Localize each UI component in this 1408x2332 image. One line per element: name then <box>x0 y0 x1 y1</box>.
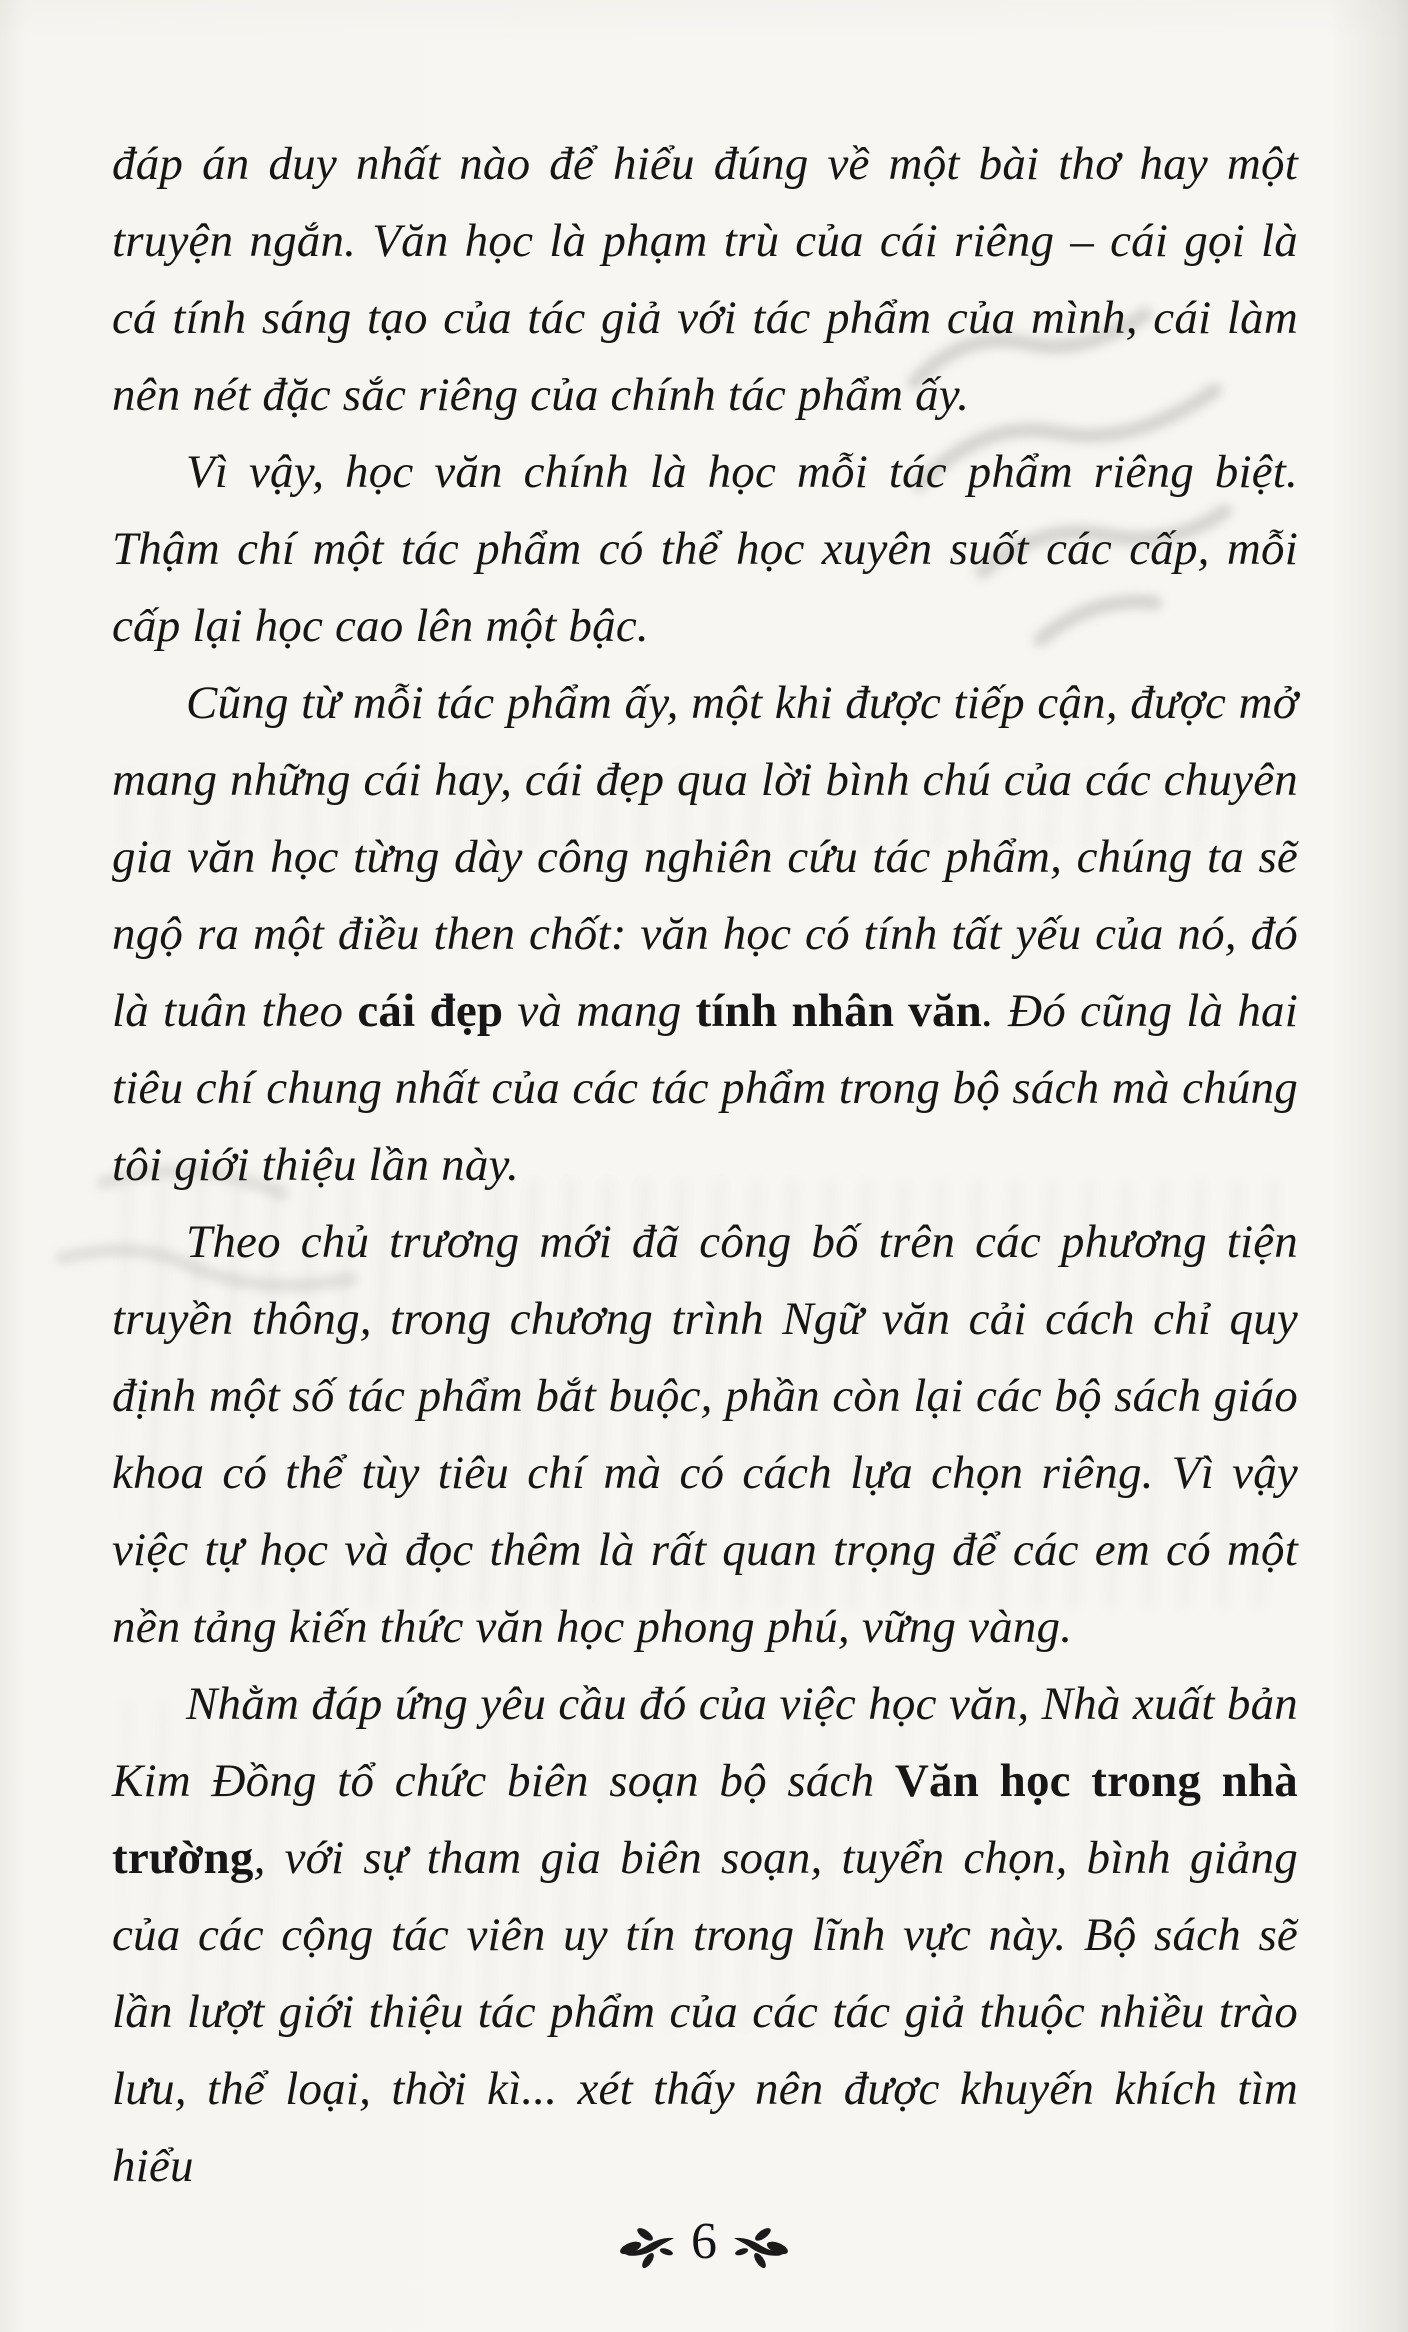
text-run: cái đẹp <box>357 985 504 1037</box>
page-text <box>112 126 1298 2205</box>
paragraph <box>112 126 1298 434</box>
paragraph <box>112 1204 1298 1666</box>
text-run: , với sự tham gia biên soạn, tuyển chọn, bình giảng của các cộng tác viên uy tín trong lĩnh vực này. Bộ sách sẽ lần lượt giới thiệu tác phẩm của các tác giả thuộc nhiều trào lưu, thể loại, thời kì... xét thấy nên được khuyến khích tìm hiểu <box>112 1832 1298 2192</box>
paragraph <box>112 1666 1298 2205</box>
text-run: Vì vậy, học văn chính là học mỗi tác phẩm riêng biệt. Thậm chí một tác phẩm có thể học xuyên suốt các cấp, mỗi cấp lại học cao lên một bậc. <box>112 446 1298 652</box>
text-run: . Đó cũng là hai tiêu chí chung nhất của các tác phẩm trong bộ sách mà chúng tôi giới thiệu lần này. <box>112 985 1298 1191</box>
page-number: 6 <box>691 2213 717 2270</box>
text-run: Cũng từ mỗi tác phẩm ấy, một khi được tiếp cận, được mở mang những cái hay, cái đẹp qua lời bình chú của các chuyên gia văn học từng dày công nghiên cứu tác phẩm, chúng ta sẽ ngộ ra một điều then chốt: văn học có tính tất yếu của nó, đó là tuân theo <box>112 677 1298 1037</box>
paragraph <box>112 434 1298 665</box>
text-run: tính nhân văn <box>695 985 983 1037</box>
text-run: Theo chủ trương mới đã công bố trên các phương tiện truyền thông, trong chương trình Ngữ văn cải cách chỉ quy định một số tác phẩm bắt buộc, phần còn lại các bộ sách giáo khoa có thể tùy tiêu chí mà có cách lựa chọn riêng. Vì vậy việc tự học và đọc thêm là rất quan trọng để các em có một nền tảng kiến thức văn học phong phú, vững vàng. <box>112 1216 1298 1653</box>
text-run: và mang <box>503 985 696 1037</box>
paragraph <box>112 665 1298 1204</box>
leaf-fleuron-icon <box>731 2223 789 2269</box>
text-run: Văn học trong nhà trường <box>112 1755 1298 1884</box>
page-footer <box>0 2213 1408 2276</box>
leaf-fleuron-icon <box>619 2223 677 2269</box>
text-run: Nhằm đáp ứng yêu cầu đó của việc học văn, Nhà xuất bản Kim Đồng tổ chức biên soạn bộ sách <box>112 1678 1298 1807</box>
text-run: đáp án duy nhất nào để hiểu đúng về một bài thơ hay một truyện ngắn. Văn học là phạm trù của cái riêng – cái gọi là cá tính sáng tạo của tác giả với tác phẩm của mình, cái làm nên nét đặc sắc riêng của chính tác phẩm ấy. <box>112 138 1298 421</box>
